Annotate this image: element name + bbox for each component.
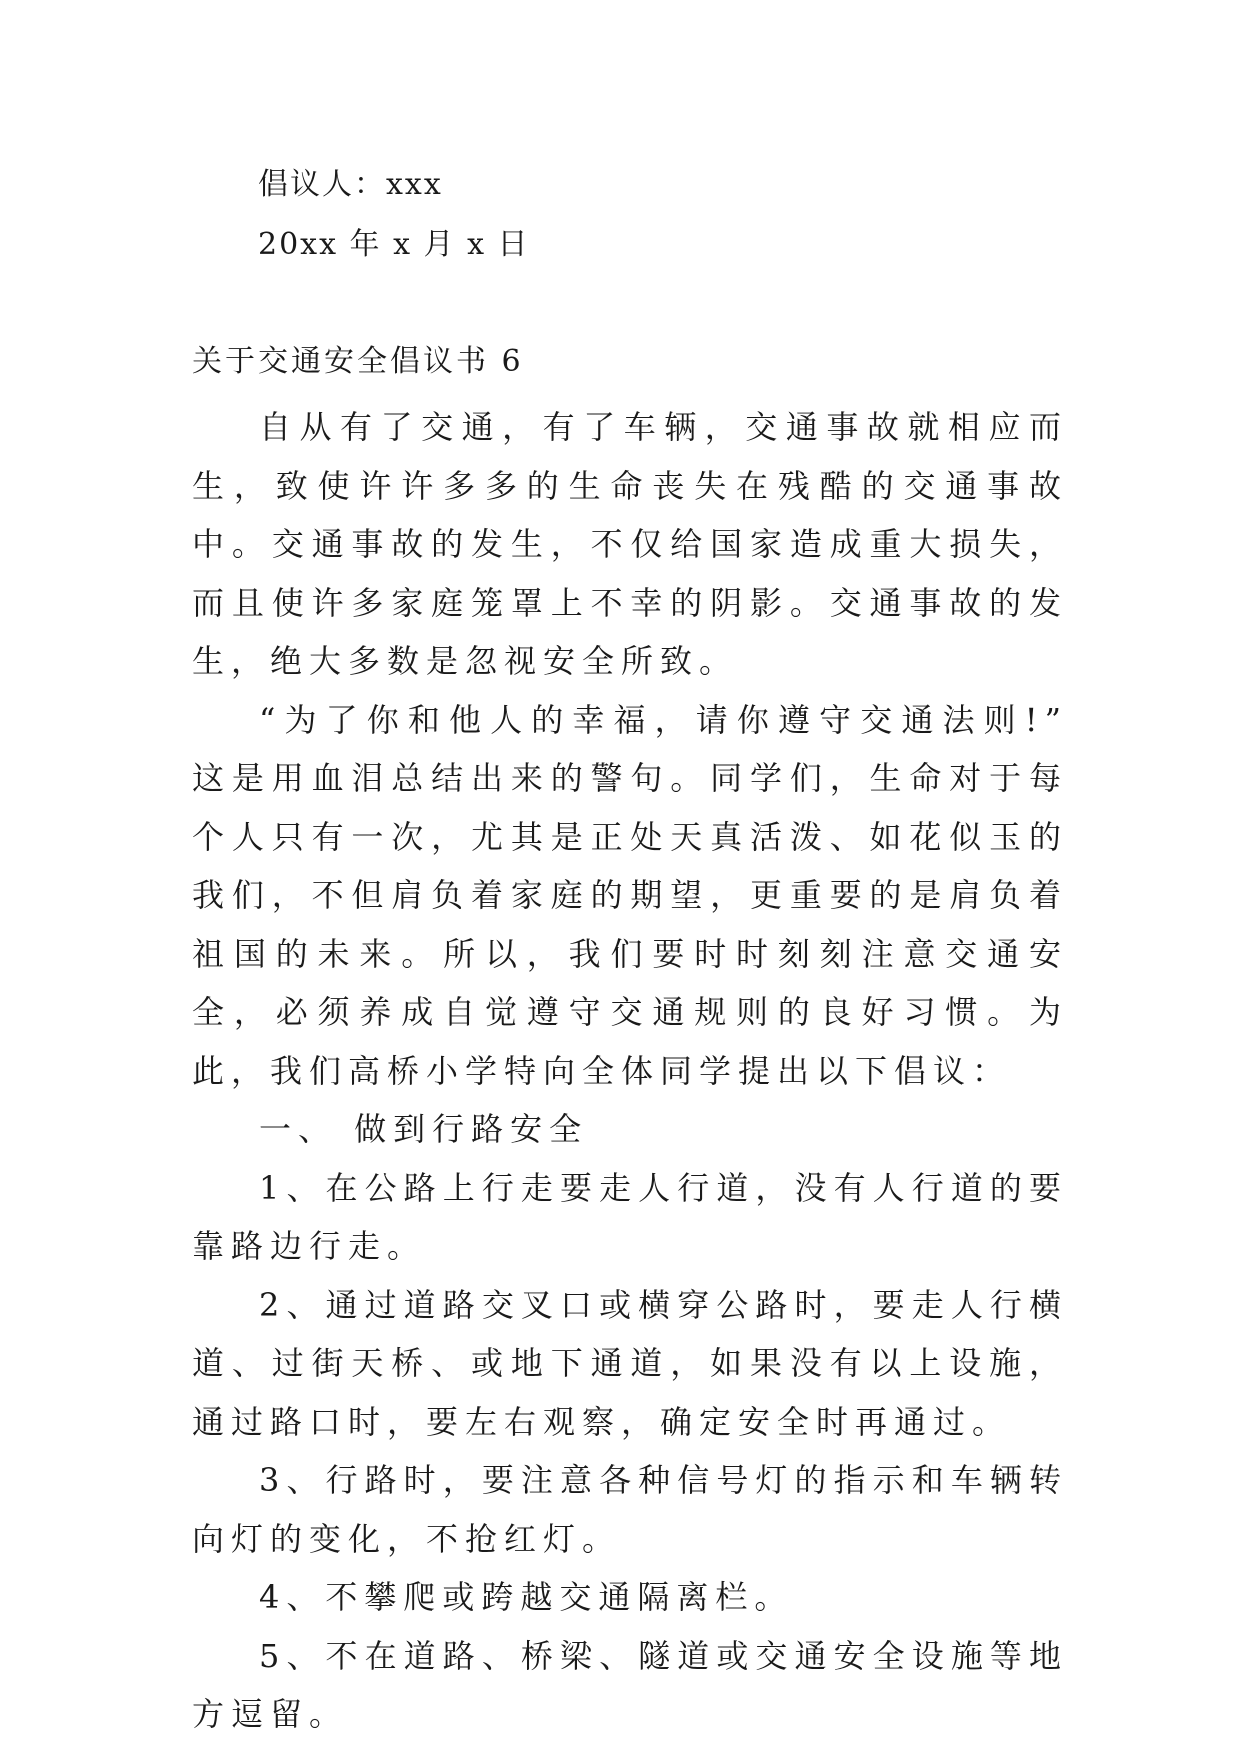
list-item-1: 1、在公路上行走要走人行道，没有人行道的要靠路边行走。 <box>192 1168 1068 1265</box>
list-item-5: 5、不在道路、桥梁、隧道或交通安全设施等地方逗留。 <box>192 1636 1068 1733</box>
list-item-3: 3、行路时，要注意各种信号灯的指示和车辆转向灯的变化，不抢红灯。 <box>192 1461 1068 1558</box>
section-heading-walking-safety: 一、 做到行路安全 <box>259 1110 589 1148</box>
list-item-4: 4、不攀爬或跨越交通隔离栏。 <box>259 1578 794 1616</box>
paragraph-appeal: “为了你和他人的幸福，请你遵守交通法则!” 这是用血泪总结出来的警句。同学们，生命对于每个人只有一次，尤其是正处天真活泼、如花似玉的我们，不但肩负着家庭的期望，更重要的是肩负着祖国的未来。所以，我们要时时刻刻注意交通安全，必须养成自觉遵守交通规则的良好习惯。为此，我们高桥小学特向全体同学提出以下倡议： <box>192 700 1068 1090</box>
list-item-2: 2、通过道路交叉口或横穿公路时，要走人行横道、过街天桥、或地下通道，如果没有以上设施，通过路口时，要左右观察，确定安全时再通过。 <box>192 1285 1068 1441</box>
signer-line: 倡议人：xxx <box>258 167 443 202</box>
paragraph-intro: 自从有了交通，有了车辆，交通事故就相应而生，致使许许多多的生命丧失在残酷的交通事故中。交通事故的发生，不仅给国家造成重大损失，而且使许多家庭笼罩上不幸的阴影。交通事故的发生，绝大多数是忽视安全所致。 <box>192 408 1068 680</box>
document-body <box>192 398 1068 1744</box>
document-title: 关于交通安全倡议书 6 <box>192 344 524 379</box>
date-line: 20xx 年 x 月 x 日 <box>258 227 530 262</box>
